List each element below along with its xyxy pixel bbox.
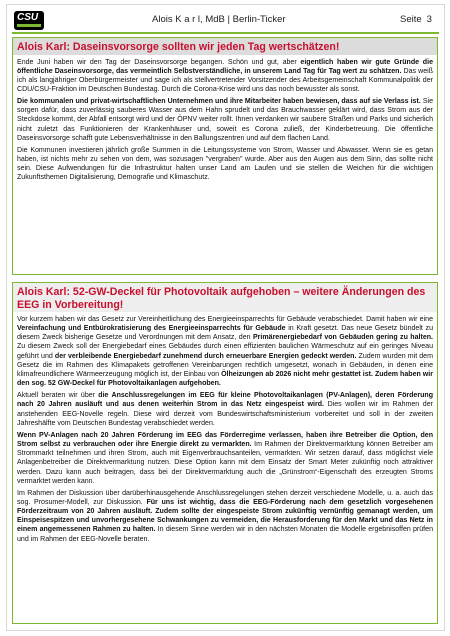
article-paragraph xyxy=(13,489,437,544)
text-run: Sie sorgen dafür, dass zuverlässig sauberes Wasser aus dem Hahn sprudelt und das Brauchwasser geklärt wird, dass Strom aus der Steckdose kommt, der Abfall entsorgt wird und der ÖPNV weiter rollt. Ihnen verdanken wir saubere Straßen und Parks und sicherlich nicht zuletzt das Funktionieren der Krankenhäuser und, soweit es Corona zuließ, der Kinderbetreuung. Die öffentliche Daseinsvorsorge schafft gute Lebensverhältnisse in den Ballungszentren und auf dem flachen Land. xyxy=(17,98,433,142)
article-paragraph xyxy=(13,315,437,388)
bold-text-run: Die kommunalen und privat-wirtschaftlichen Unternehmen und ihre Mitarbeiter haben bewiesen, dass auf sie Verlass ist. xyxy=(17,98,421,106)
bold-text-run: der verbleibende Energiebedarf zunehmend durch erneuerbare Energien gedeckt werden. xyxy=(54,352,357,360)
header-title: Alois K a r l, MdB | Berlin-Ticker xyxy=(152,14,286,25)
text-run: Aktuell beraten wir über xyxy=(17,392,99,400)
article-heading: Alois Karl: Daseinsvorsorge sollten wir jeden Tag wertschätzen! xyxy=(13,38,437,55)
text-run: Zudem wurden mit dem Gesetz die im Rahmen des Klimapakets getroffenen Vereinbarungen rechtlich umgesetzt, wonach in Gebäuden, in denen eine klimafreundlichere Wärmeerzeugung möglich ist, der Einbau von xyxy=(17,352,433,378)
text-run: Im Rahmen der Diskussion über darüberhinausgehende Anschlussregelungen stehen derzeit verschiedene Modelle, u. a. auch das sog. Prosumer-Modell, zur Diskussion. xyxy=(17,489,433,506)
page-label: Seite xyxy=(400,14,422,25)
page-header xyxy=(12,10,439,32)
csu-logo xyxy=(14,11,44,30)
bold-text-run: die Anschlussregelungen im EEG für kleine Photovoltaikanlagen (PV-Anlagen), deren Förderung nach 20 Jahren ausläuft und aus denen weiterhin Strom in das Netz eingespeist wird. xyxy=(17,392,433,409)
article-paragraph xyxy=(13,431,437,486)
header-divider xyxy=(12,32,439,34)
bold-text-run: Vereinfachung und Entbürokratisierung des Energieeinsparrechts für Gebäude xyxy=(17,325,286,333)
text-run: Vor kurzem haben wir das Gesetz zur Vereinheitlichung des Energieeinsparrechts für Gebäude verabschiedet. Damit haben wir eine xyxy=(17,316,433,323)
article-paragraph xyxy=(13,391,437,428)
text-run: Die Kommunen investieren jährlich große Summen in die Leitungssysteme von Strom, Wasser und Abwasser. Wenn sie es getan haben, ist nichts mehr zu sehen von dem, was sozusagen "vergraben" wurde. Aber aus den Augen aus dem Sinn, das sollte nicht sein. Diese Aufwendungen für die Infrastruktur halten unser Land am Laufen und sie stellen die Weichen für die wichtigen Zukunftsthemen Digitalisierung, Demografie und Klimaschutz. xyxy=(17,146,433,182)
text-run: Das weiß ich als langjähriger Oberbürgermeister und sage ich als stellvertretender Vorsitzender des Arbeitsgemeinschaft Kommunalpolitik der CDU/CSU-Fraktion im Deutschen Bundestag. Durch die Corona-Krise wird uns das noch bewusster als sonst. xyxy=(17,67,433,93)
text-run: Dies wollen wir im Rahmen der anstehenden EEG-Novelle regeln. Diese wird derzeit vom Bundeswirtschaftsministerium vorbereitet und soll in der zweiten Jahreshälfte vom Deutschen Bundestag verabschiedet werden. xyxy=(17,401,433,427)
text-run: Im Rahmen der Direktvermarktung können Betreiber am Strommarkt teilnehmen und ihren Strom, auch mit Eigenverbrauchsanteilen, vermarkten. Wir setzen darauf, dass möglichst viele Anlagenbetreiber die Direktvermarktung nutzen. Diese Option kann mit dem Einsatz der Smart Meter zukünftig noch attraktiver werden. Dazu kann auch beitragen, dass bei der Direktvermarktung auch die „Grünstrom“-Eigenschaft des erzeugten Stroms vermarktet werden kann. xyxy=(17,441,434,485)
bold-text-run: eigentlich haben wir gute Gründe die öffentliche Daseinsvorsorge, das vermeintlich Selbstverständliche, in unserem Land Tag für Tag wert zu schätzen. xyxy=(17,58,433,75)
bold-text-run: Für uns ist wichtig, dass die EEG-Förderung nach dem gesetzlich vorgesehenen Förderzeitraum von 20 Jahren ausläuft. Zudem sollte der eingespeiste Strom zukünftig vernünftig gemanagt werden, um Einspeisespitzen und unvorhergesehene Schwankungen zu vermeiden, die Herausforderung für den Markt und das Netz in einem angemessenen Rahmen zu halten. xyxy=(17,498,434,534)
logo-stripe xyxy=(17,24,41,27)
page-indicator xyxy=(400,14,432,25)
article-paragraph xyxy=(13,58,437,95)
page-number: 3 xyxy=(426,14,432,25)
bold-text-run: Wenn PV-Anlagen nach 20 Jahren Förderung im EEG das Förderregime verlassen, haben ihre Betreiber die Option, den Strom selbst zu verbrauchen oder ihre Energie direkt zu vermarkten. xyxy=(17,431,433,449)
article-paragraph xyxy=(13,97,437,143)
text-run: Ende Juni haben wir den Tag der Daseinsvorsorge begangen. Schön und gut, aber xyxy=(17,58,301,66)
bold-text-run: Primärenergiebedarf von Gebäuden gering zu halten. xyxy=(252,334,433,342)
text-run: In diesem Sinne werden wir in den nächsten Monaten die Modelle ergebnisoffen prüfen und im Rahmen der EEG-Novelle beraten. xyxy=(17,526,433,543)
article-paragraph xyxy=(13,146,437,183)
text-run: Zu diesem Zweck soll der Energiebedarf eines Gebäudes durch einen effizienten baulichen Wärmeschutz auf ein geringes Niveau geführt und xyxy=(17,343,433,360)
article-daseinsvorsorge xyxy=(12,37,438,275)
article-photovoltaik xyxy=(12,282,438,624)
logo-text: CSU xyxy=(17,12,39,23)
bold-text-run: Ölheizungen ab 2026 nicht mehr gestattet ist. Zudem haben wir den sog. 52 GW-Deckel für Photovoltaikanlagen aufgehoben. xyxy=(17,370,433,388)
text-run: in Kraft gesetzt. Das neue Gesetz bündelt zu diesem Zweck bisherige Gesetze und Verordnungen mit dem Ansatz, den xyxy=(17,325,433,342)
article-heading: Alois Karl: 52-GW-Deckel für Photovoltaik aufgehoben – weitere Änderungen des EEG in Vorbereitung! xyxy=(13,283,437,312)
